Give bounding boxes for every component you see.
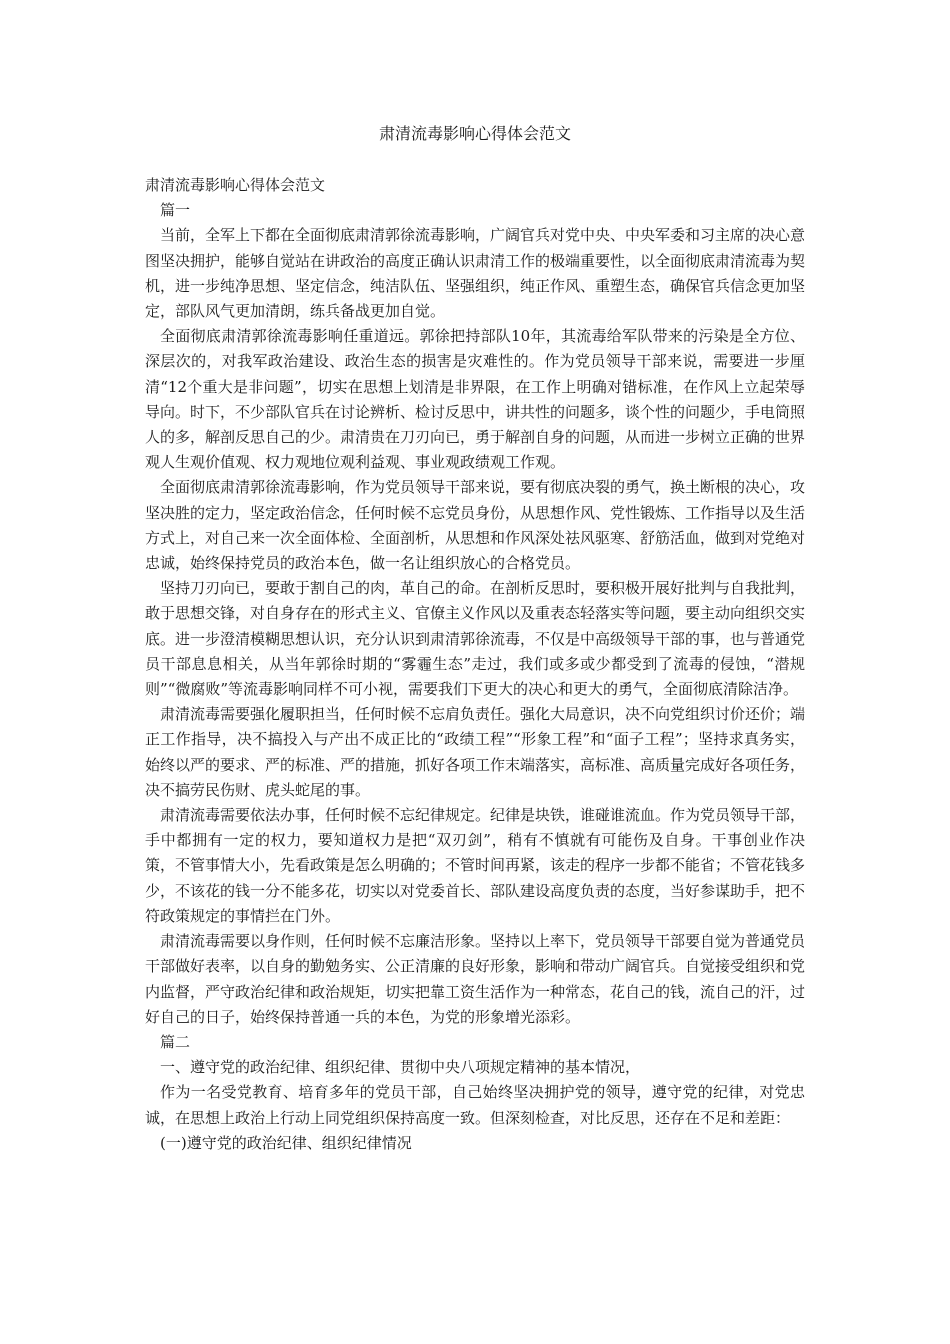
paragraph-2: 全面彻底肃清郭徐流毒影响任重道远。郭徐把持部队10年，其流毒给军队带来的污染是全方位、深层次的，对我军政治建设、政治生态的损害是灾难性的。作为党员领导干部来说，需要进一步厘清“12个重大是非问题”，切实在思想上划清是非界限，在工作上明确对错标准，在作风上立起荣辱导向。时下，不少部队官兵在讨论辨析、检讨反思中，讲共性的问题多，谈个性的问题少，手电筒照人的多，解剖反思自己的少。肃清贵在刀刃向已，勇于解剖自身的问题，从而进一步树立正确的世界观人生观价值观、权力观地位观利益观、事业观政绩观工作观。: [145, 327, 806, 472]
document-body: [145, 173, 805, 1156]
paragraph-6: 肃清流毒需要依法办事，任何时候不忘纪律规定。纪律是块铁，谁碰谁流血。作为党员领导干部，手中都拥有一定的权力，要知道权力是把“双刃剑”，稍有不慎就有可能伤及自身。干事创业作决策，不管事情大小，先看政策是怎么明确的；不管时间再紧，该走的程序一步都不能省；不管花钱多少，不该花的钱一分不能多花，切实以对党委首长、部队建设高度负责的态度，当好参谋助手，把不符政策规定的事情拦在门外。: [145, 806, 806, 925]
paragraph-10: (一)遵守党的政治纪律、组织纪律情况: [160, 1133, 412, 1152]
document-title: 肃清流毒影响心得体会范文: [378, 124, 571, 143]
paragraph-5: 肃清流毒需要强化履职担当，任何时候不忘肩负责任。强化大局意识，决不向党组织讨价还价；端正工作指导，决不搞投入与产出不成正比的“政绩工程”“形象工程”和“面子工程”；坚持求真务实，始终以严的要求、严的标准、严的措施，抓好各项工作末端落实，高标准、高质量完成好各项任务，决不搞劳民伤财、虎头蛇尾的事。: [145, 705, 806, 799]
section-heading-2: 篇二: [160, 1032, 191, 1051]
paragraph-7: 肃清流毒需要以身作则，任何时候不忘廉洁形象。坚持以上率下，党员领导干部要自觉为普通党员干部做好表率，以自身的勤勉务实、公正清廉的良好形象，影响和带动广阔官兵。自觉接受组织和党内监督，严守政治纪律和政治规矩，切实把靠工资生活作为一种常态，花自己的钱，流自己的汗，过好自己的日子，始终保持普通一兵的本色，为党的形象增光添彩。: [145, 932, 806, 1026]
paragraph-1: 当前，全军上下都在全面彻底肃清郭徐流毒影响，广阔官兵对党中央、中央军委和习主席的决心意图坚决拥护，能够自觉站在讲政治的高度正确认识肃清工作的极端重要性，以全面彻底肃清流毒为契机，进一步纯净思想、坚定信念，纯洁队伍、坚强组织，纯正作风、重塑生态，确保官兵信念更加坚定，部队风气更加清朗，练兵备战更加自觉。: [145, 226, 806, 321]
document-subtitle: 肃清流毒影响心得体会范文: [145, 176, 326, 194]
paragraph-4: 坚持刀刃向已，要敢于割自己的肉，革自己的命。在剖析反思时，要积极开展好批判与自我批判，敢于思想交锋，对自身存在的形式主义、官僚主义作风以及重表态轻落实等问题，要主动向组织交实底。进一步澄清模糊思想认识，充分认识到肃清郭徐流毒，不仅是中高级领导干部的事，也与普通党员干部息息相关，从当年郭徐时期的“雾霾生态”走过，我们或多或少都受到了流毒的侵蚀，“潜规则”“微腐败”等流毒影响同样不可小视，需要我们下更大的决心和更大的勇气，全面彻底清除洁净。: [145, 579, 806, 699]
paragraph-8: 一、遵守党的政治纪律、组织纪律、贯彻中央八项规定精神的基本情况，: [160, 1058, 641, 1077]
section-heading-1: 篇一: [160, 201, 191, 220]
paragraph-3: 全面彻底肃清郭徐流毒影响，作为党员领导干部来说，要有彻底决裂的勇气，换土断根的决心，攻坚决胜的定力，坚定政治信念，任何时候不忘党员身份，从思想作风、党性锻炼、工作指导以及生活方式上，对自己来一次全面体检、全面剖析，从思想和作风深处祛风驱寒、舒筋活血，做到对党绝对忠诚，始终保持党员的政治本色，做一名让组织放心的合格党员。: [145, 478, 806, 573]
paragraph-9: 作为一名受党教育、培育多年的党员干部，自己始终坚决拥护党的领导，遵守党的纪律，对党忠诚，在思想上政治上行动上同党组织保持高度一致。但深刻检查，对比反思，还存在不足和差距：: [145, 1083, 805, 1127]
